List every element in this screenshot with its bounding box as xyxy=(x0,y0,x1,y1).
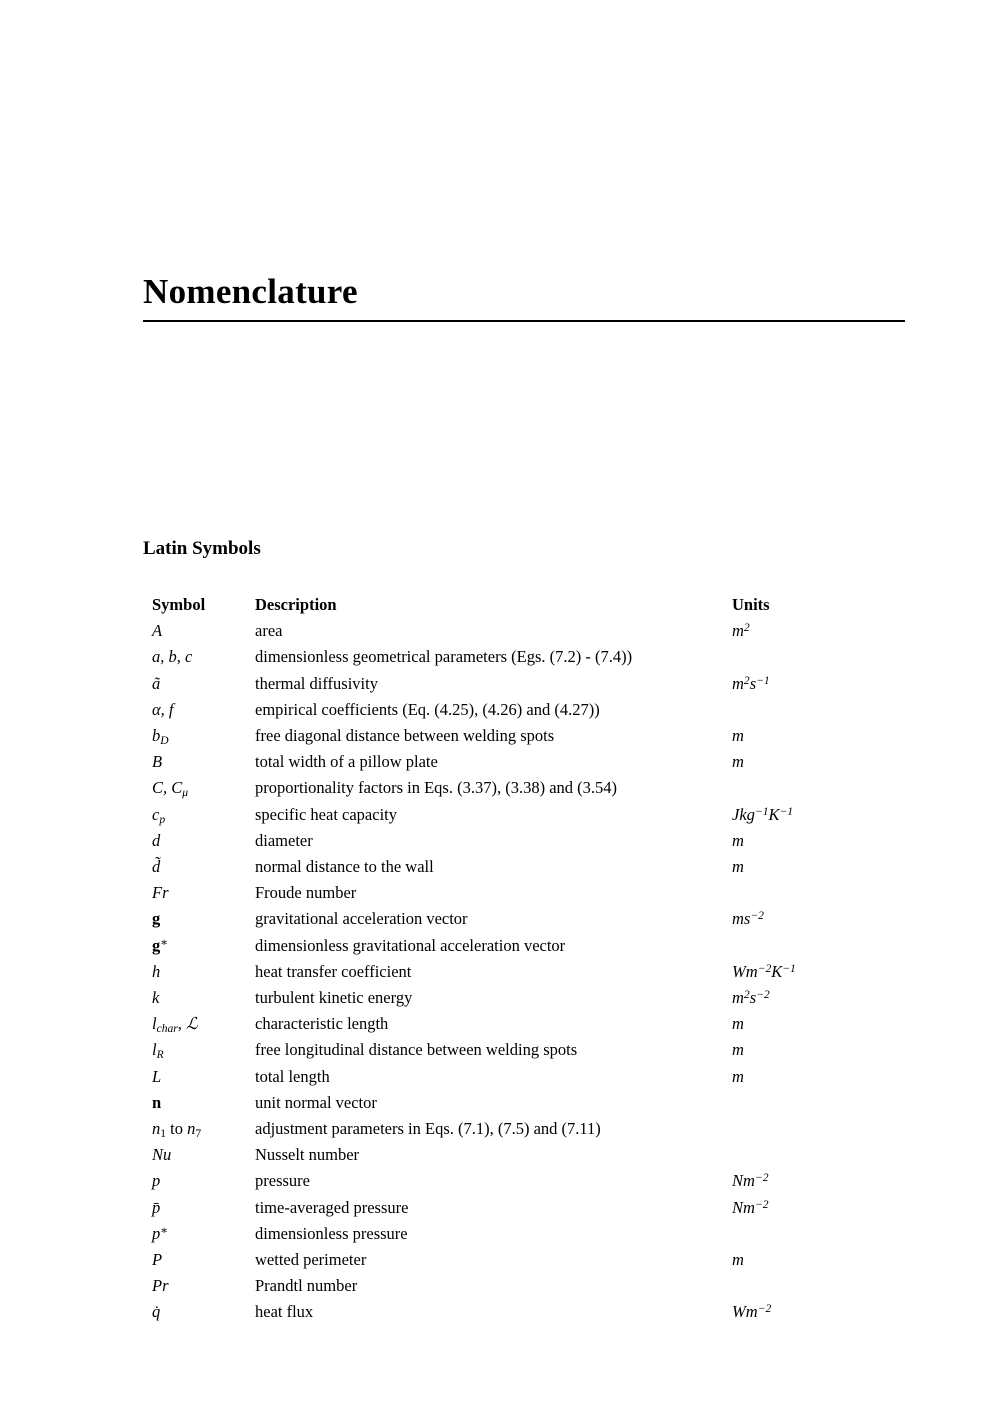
units-cell: m xyxy=(732,857,744,877)
table-row xyxy=(152,723,900,749)
units-cell: $Jkg^{-1}K^{-1}$ xyxy=(732,804,794,824)
table-row xyxy=(152,1142,900,1168)
units-cell: $m^2s^{-1}$ xyxy=(732,673,770,693)
description-cell: normal distance to the wall xyxy=(255,857,434,877)
units-cell: $ms^{-2}$ xyxy=(732,909,764,929)
symbol-table-body xyxy=(152,618,900,1325)
table-row xyxy=(152,1168,900,1194)
description-cell: specific heat capacity xyxy=(255,804,397,824)
table-header-row xyxy=(152,592,900,618)
description-cell: empirical coefficients (Eq. (4.25), (4.26) and (4.27)) xyxy=(255,699,600,719)
symbol-cell: $b_D$ xyxy=(152,726,169,747)
symbol-cell: d̃ xyxy=(152,857,161,877)
units-cell: m xyxy=(732,752,744,772)
symbol-cell: a, b, c xyxy=(152,647,193,667)
symbol-cell: g xyxy=(152,909,161,929)
symbol-cell: $l_R$ xyxy=(152,1040,164,1062)
description-cell: wetted perimeter xyxy=(255,1250,367,1270)
units-cell: $Wm^{-2}$ xyxy=(732,1302,772,1322)
symbol-cell: A xyxy=(152,621,163,641)
description-cell: time-averaged pressure xyxy=(255,1197,409,1217)
description-cell: thermal diffusivity xyxy=(255,673,378,693)
table-row xyxy=(152,906,900,932)
description-cell: characteristic length xyxy=(255,1014,389,1034)
header-description: Description xyxy=(255,595,337,614)
table-row xyxy=(152,959,900,985)
symbol-cell: Fr xyxy=(152,883,169,903)
description-cell: turbulent kinetic energy xyxy=(255,988,413,1008)
table-row xyxy=(152,697,900,723)
units-cell: $Wm^{-2}K^{-1}$ xyxy=(732,961,796,981)
table-row xyxy=(152,1195,900,1221)
units-cell: m xyxy=(732,1066,744,1086)
symbol-cell: C, $C_\mu$ xyxy=(152,778,189,800)
description-cell: dimensionless geometrical parameters (Egs. (7.2) - (7.4)) xyxy=(255,647,633,667)
table-row xyxy=(152,618,900,644)
description-cell: Nusselt number xyxy=(255,1145,360,1165)
table-row xyxy=(152,880,900,906)
table-row xyxy=(152,1221,900,1247)
symbol-cell: d xyxy=(152,830,161,850)
symbol-cell: ã xyxy=(152,673,161,693)
symbol-cell: g∗ xyxy=(152,935,169,955)
symbol-cell: p xyxy=(152,1171,161,1191)
symbol-cell: Pr xyxy=(152,1276,169,1296)
table-row xyxy=(152,1090,900,1116)
description-cell: area xyxy=(255,621,283,641)
description-cell: dimensionless pressure xyxy=(255,1223,408,1243)
units-cell: $Nm^{-2}$ xyxy=(732,1171,769,1191)
symbol-cell: p̄ xyxy=(152,1197,161,1217)
units-cell: $m^2$ xyxy=(732,621,750,641)
symbol-cell: P xyxy=(152,1250,163,1270)
description-cell: pressure xyxy=(255,1171,310,1191)
table-row xyxy=(152,1011,900,1037)
title-rule xyxy=(143,320,905,322)
table-row xyxy=(152,1299,900,1325)
table-row xyxy=(152,1116,900,1142)
page-title: Nomenclature xyxy=(143,272,358,311)
symbol-cell: $c_p$ xyxy=(152,804,166,826)
description-cell: proportionality factors in Eqs. (3.37), (3.38) and (3.54) xyxy=(255,778,618,798)
table-row xyxy=(152,828,900,854)
header-symbol: Symbol xyxy=(152,595,206,614)
description-cell: total length xyxy=(255,1066,330,1086)
description-cell: unit normal vector xyxy=(255,1092,377,1112)
table-row xyxy=(152,1247,900,1273)
description-cell: Prandtl number xyxy=(255,1276,358,1296)
symbol-cell: Nu xyxy=(152,1145,172,1165)
description-cell: adjustment parameters in Eqs. (7.1), (7.5) and (7.11) xyxy=(255,1119,601,1139)
symbol-cell: $n_1$ to $n_7$ xyxy=(152,1119,202,1140)
table-row xyxy=(152,644,900,670)
header-units: Units xyxy=(732,595,770,614)
table-row xyxy=(152,775,900,801)
table-row xyxy=(152,671,900,697)
table-row xyxy=(152,985,900,1011)
symbol-cell: p∗ xyxy=(152,1223,169,1243)
units-cell: $m^2s^{-2}$ xyxy=(732,988,770,1008)
units-cell: m xyxy=(732,830,744,850)
units-cell: m xyxy=(732,1014,744,1034)
description-cell: total width of a pillow plate xyxy=(255,752,438,772)
symbol-cell: L xyxy=(152,1066,162,1086)
table-row xyxy=(152,1037,900,1063)
description-cell: diameter xyxy=(255,830,313,850)
description-cell: Froude number xyxy=(255,883,357,903)
units-cell: m xyxy=(732,1040,744,1060)
symbol-cell: q̇ xyxy=(152,1302,161,1322)
description-cell: dimensionless gravitational acceleration vector xyxy=(255,935,566,955)
description-cell: heat transfer coefficient xyxy=(255,961,412,981)
section-heading: Latin Symbols xyxy=(143,538,261,559)
symbol-cell: k xyxy=(152,988,160,1008)
table-row xyxy=(152,854,900,880)
table-row xyxy=(152,933,900,959)
units-cell: m xyxy=(732,726,744,746)
description-cell: free diagonal distance between welding spots xyxy=(255,726,555,746)
symbol-cell: h xyxy=(152,961,161,981)
table-row xyxy=(152,1064,900,1090)
description-cell: heat flux xyxy=(255,1302,314,1322)
symbol-table xyxy=(152,592,900,1326)
symbol-cell: n xyxy=(152,1092,162,1112)
symbol-cell: B xyxy=(152,752,163,772)
units-cell: m xyxy=(732,1250,744,1270)
table-row xyxy=(152,1273,900,1299)
units-cell: $Nm^{-2}$ xyxy=(732,1197,769,1217)
table-row xyxy=(152,749,900,775)
table-row xyxy=(152,802,900,828)
description-cell: free longitudinal distance between welding spots xyxy=(255,1040,578,1060)
symbol-cell: α, f xyxy=(152,699,174,719)
description-cell: gravitational acceleration vector xyxy=(255,909,468,929)
symbol-cell: $l_{char}$, ℒ xyxy=(152,1014,198,1036)
